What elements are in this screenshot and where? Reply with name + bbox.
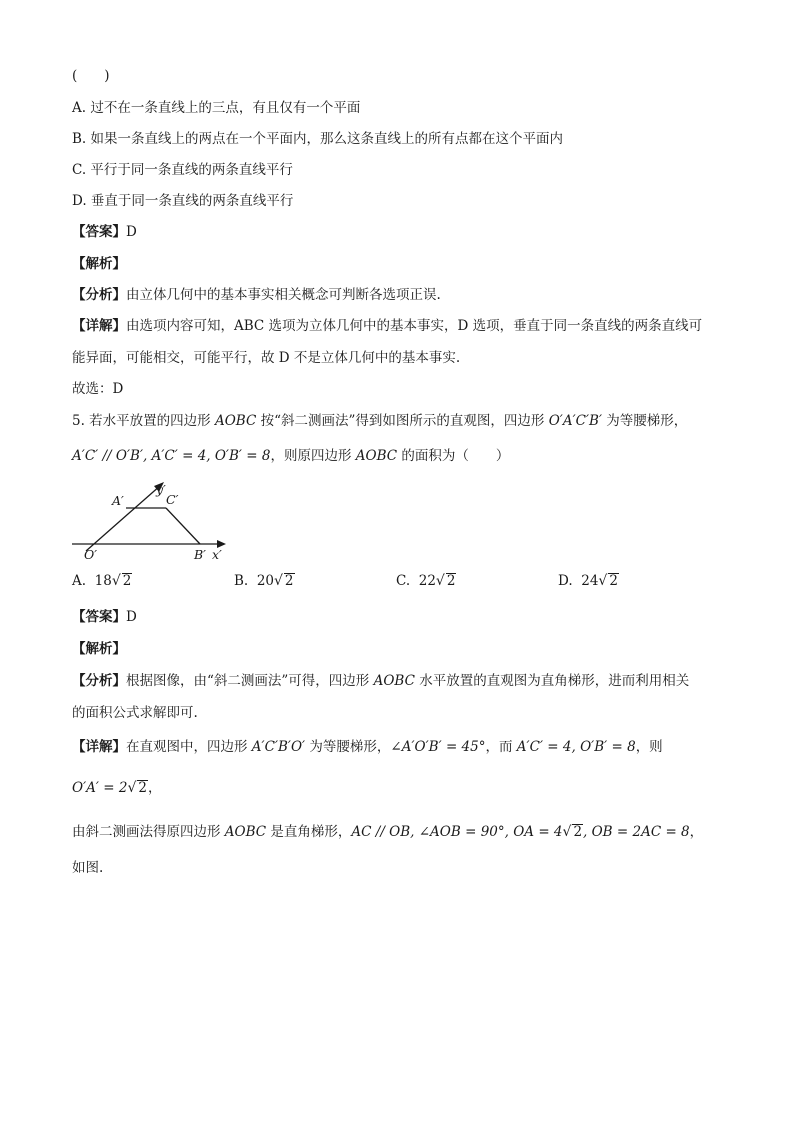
fenxi-tag: 【分析】 (72, 287, 126, 303)
segment-c-b (166, 508, 200, 544)
sqrt-symbol: √ (435, 573, 445, 589)
q5-stem-text: ，则原四边形 (270, 448, 356, 464)
q4-option-a: A. 过不在一条直线上的三点，有且仅有一个平面 (72, 100, 361, 116)
answer-value: D (126, 224, 137, 240)
sqrt-symbol: √ (598, 573, 608, 589)
sqrt-symbol: √ (562, 824, 572, 840)
choice-label: A. (72, 573, 87, 589)
q5-quad: AOBC (373, 673, 415, 689)
length-formula: O′A′ = 2 (72, 780, 128, 796)
label-y-prime: y′ (156, 482, 166, 497)
q5-stem-text: 按“斜二测画法”得到如图所示的直观图，四边形 (256, 413, 549, 429)
fenxi-text: 根据图像，由“斜二测画法”可得，四边形 (126, 673, 374, 689)
q4-paren: ( ) (72, 68, 110, 84)
sqrt-symbol: √ (127, 780, 137, 796)
sqrt-symbol: √ (274, 573, 283, 589)
sqrt-symbol: √ (111, 573, 121, 589)
relation-formula: , OB = 2AC = 8 (583, 824, 690, 840)
q5-answer (72, 607, 137, 627)
label-c-prime: C′ (166, 492, 179, 507)
choice-radicand: 2 (122, 573, 132, 589)
q5-xiangjie-2 (72, 778, 161, 798)
q5-fenxi-1 (72, 671, 689, 691)
length-formula: A′C′ = 4, O′B′ = 8 (516, 739, 636, 755)
q4-option-d: D. 垂直于同一条直线的两条直线平行 (72, 193, 294, 209)
q5-jiexi-tag: 【解析】 (72, 641, 126, 657)
q5-stem-formula: A′C′ // O′B′, A′C′ = 4, O′B′ = 8 (72, 448, 271, 464)
label-o-prime: O′ (84, 547, 98, 562)
q4-fenxi (72, 285, 441, 305)
choice-radicand: 2 (284, 573, 294, 589)
q5-quad: AOBC (224, 824, 267, 840)
choice-coef: 20 (256, 573, 274, 589)
q5-quad-prime: A′C′B′O′ (251, 739, 306, 755)
fenxi-tag: 【分析】 (72, 673, 126, 689)
q5-stem-text: 的面积为（ ） (397, 448, 510, 464)
q4-jiexi-tag: 【解析】 (72, 256, 126, 272)
q5-choice-b (234, 571, 295, 591)
q4-final: 故选：D (72, 381, 124, 397)
q5-stem-2 (72, 446, 509, 466)
xiangjie-text: ， (147, 780, 162, 796)
xiangjie-text: 为等腰梯形， (305, 739, 391, 755)
xiangjie-text: ，则 (635, 739, 663, 755)
q5-quad-prime: O′A′C′B′ (548, 413, 603, 429)
q5-choice-d (558, 571, 619, 591)
label-x-prime: x′ (212, 547, 222, 562)
q5-fenxi-2: 的面积公式求解即可. (72, 705, 198, 721)
answer-tag: 【答案】 (72, 224, 126, 240)
label-a-prime: A′ (112, 493, 124, 508)
q4-answer (72, 222, 137, 242)
answer-tag: 【答案】 (72, 609, 126, 625)
q5-stem-text: 5. 若水平放置的四边形 (72, 413, 215, 429)
choice-label: C. (396, 573, 411, 589)
choice-coef: 18 (94, 573, 112, 589)
choice-coef: 24 (581, 573, 599, 589)
choice-label: B. (234, 573, 249, 589)
q5-figure (68, 475, 238, 565)
radicand: 2 (573, 824, 583, 840)
answer-value: D (126, 609, 137, 625)
choice-radicand: 2 (446, 573, 456, 589)
q5-quad: AOBC (214, 413, 257, 429)
q4-option-b: B. 如果一条直线上的两点在一个平面内，那么这条直线上的所有点都在这个平面内 (72, 131, 564, 147)
label-b-prime: B′ (194, 547, 207, 562)
q5-quad: AOBC (355, 448, 398, 464)
xiangjie-tag: 【详解】 (72, 318, 126, 334)
xiangjie-text: 是直角梯形， (266, 824, 352, 840)
relation-formula: AC // OB, ∠AOB = 90°, OA = 4 (351, 824, 563, 840)
q5-stem-1 (72, 411, 687, 431)
xiangjie-text: ，而 (485, 739, 517, 755)
q5-choice-c (396, 571, 456, 591)
xiangjie-text: ， (689, 824, 704, 840)
q5-stem-text: 为等腰梯形， (602, 413, 688, 429)
fenxi-text: 水平放置的直观图为直角梯形，进而利用相关 (414, 673, 690, 689)
xiangjie-text: 在直观图中，四边形 (126, 739, 252, 755)
radicand: 2 (138, 780, 147, 796)
xiangjie-text: 由选项内容可知，ABC 选项为立体几何中的基本事实，D 选项，垂直于同一条直线的两条直线可 (126, 318, 703, 334)
fenxi-text: 由立体几何中的基本事实相关概念可判断各选项正误. (126, 287, 441, 303)
q4-xiangjie-1 (72, 316, 702, 336)
q5-xiangjie-4: 如图. (72, 860, 104, 876)
choice-radicand: 2 (609, 573, 618, 589)
xiangjie-text: 由斜二测画法得原四边形 (72, 824, 225, 840)
q5-xiangjie-3 (72, 822, 703, 842)
angle-formula: ∠A′O′B′ = 45° (390, 739, 486, 755)
q4-option-c: C. 平行于同一条直线的两条直线平行 (72, 162, 293, 178)
q4-xiangjie-2: 能异面，可能相交，可能平行，故 D 不是立体几何中的基本事实. (72, 350, 461, 366)
xiangjie-tag: 【详解】 (72, 739, 126, 755)
choice-coef: 22 (418, 573, 436, 589)
q5-choice-a (72, 571, 132, 591)
q5-xiangjie-1 (72, 737, 663, 757)
choice-label: D. (558, 573, 573, 589)
